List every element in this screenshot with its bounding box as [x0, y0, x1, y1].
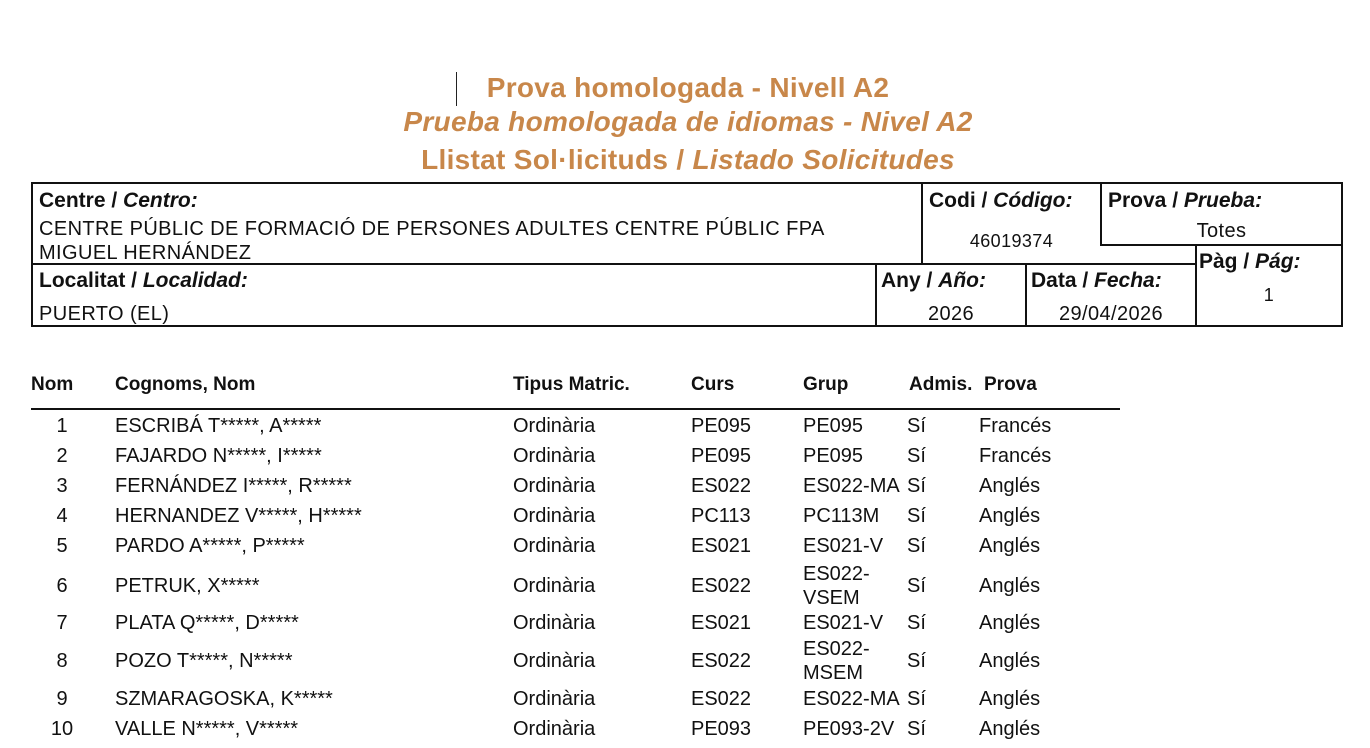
codi-label-es: Código:	[993, 189, 1073, 212]
table-row	[0, 687, 1370, 717]
cell-grup: PE095	[803, 415, 864, 437]
cell-nom: 10	[50, 718, 74, 740]
col-header-cognoms: Cognoms, Nom	[115, 374, 256, 395]
cell-curs: ES022	[691, 575, 752, 597]
cell-tipus: Ordinària	[513, 575, 596, 597]
cell-prova: Anglés	[979, 505, 1041, 527]
cell-grup: ES022-MA	[803, 475, 900, 497]
pag-label-ca: Pàg /	[1199, 250, 1256, 273]
cell-admis: Sí	[907, 575, 926, 597]
localitat-label-ca: Localitat /	[39, 269, 143, 292]
title-ca: Prova homologada - Nivell A2	[486, 72, 890, 103]
cell-grup: ES022-MA	[803, 688, 900, 710]
title-listado-es: Listado Solicitudes	[692, 144, 955, 175]
cell-curs: ES022	[691, 475, 752, 497]
cell-grup: VSEM	[803, 587, 860, 609]
cell-prova: Anglés	[979, 612, 1041, 634]
cell-cognoms: HERNANDEZ V*****, H*****	[115, 505, 362, 527]
localitat-value: PUERTO (EL)	[39, 303, 170, 325]
header-divider-v1	[921, 184, 923, 264]
cell-tipus: Ordinària	[513, 535, 596, 557]
cell-curs: PE095	[691, 415, 752, 437]
cell-grup: PC113M	[803, 505, 880, 527]
cell-admis: Sí	[907, 505, 926, 527]
data-value: 29/04/2026	[1058, 303, 1164, 325]
cell-cognoms: VALLE N*****, V*****	[115, 718, 299, 740]
table-row	[0, 414, 1370, 444]
any-label-ca: Any /	[881, 269, 939, 292]
pag-label	[1199, 250, 1301, 274]
centre-label	[39, 189, 198, 213]
prova-value: Totes	[1196, 220, 1247, 242]
cell-tipus: Ordinària	[513, 612, 596, 634]
cell-cognoms: PARDO A*****, P*****	[115, 535, 305, 557]
pag-value: 1	[1263, 285, 1275, 305]
title-listado	[0, 144, 1370, 176]
table-row	[0, 534, 1370, 564]
cell-grup: PE095	[803, 445, 864, 467]
title-es	[0, 106, 1370, 138]
pag-label-es: Pág:	[1255, 250, 1301, 273]
cell-tipus: Ordinària	[513, 650, 596, 672]
cell-prova: Anglés	[979, 688, 1041, 710]
cell-prova: Anglés	[979, 718, 1041, 740]
cell-admis: Sí	[907, 475, 926, 497]
cell-cognoms: ESCRIBÁ T*****, A*****	[115, 415, 322, 437]
cell-cognoms: FAJARDO N*****, I*****	[115, 445, 322, 467]
cell-grup: PE093-2V	[803, 718, 895, 740]
table-row	[0, 637, 1370, 687]
cell-tipus: Ordinària	[513, 718, 596, 740]
codi-label	[929, 189, 1072, 213]
cell-nom: 5	[56, 535, 68, 557]
cell-curs: PE093	[691, 718, 752, 740]
title-listado-ca: Llistat Sol·licituds /	[421, 144, 693, 175]
header-underline	[31, 408, 1120, 410]
cell-nom: 6	[56, 575, 68, 597]
cell-admis: Sí	[907, 688, 926, 710]
col-header-admis: Admis.	[909, 374, 973, 395]
cell-grup: ES022-	[803, 638, 870, 660]
cell-admis: Sí	[907, 415, 926, 437]
cell-tipus: Ordinària	[513, 475, 596, 497]
cell-tipus: Ordinària	[513, 688, 596, 710]
cell-nom: 1	[56, 415, 68, 437]
cell-curs: ES022	[691, 688, 752, 710]
prova-label	[1108, 189, 1262, 213]
cell-admis: Sí	[907, 650, 926, 672]
cell-tipus: Ordinària	[513, 505, 596, 527]
cell-cognoms: POZO T*****, N*****	[115, 650, 293, 672]
prova-label-es: Prueba:	[1183, 189, 1263, 212]
data-label	[1031, 269, 1162, 293]
cell-nom: 3	[56, 475, 68, 497]
cell-cognoms: PLATA Q*****, D*****	[115, 612, 299, 634]
data-label-es: Fecha:	[1094, 269, 1162, 292]
cell-tipus: Ordinària	[513, 445, 596, 467]
any-label-es: Año:	[938, 269, 987, 292]
col-header-grup: Grup	[803, 374, 849, 395]
table-row	[0, 444, 1370, 474]
table-row	[0, 562, 1370, 612]
cell-nom: 8	[56, 650, 68, 672]
any-label	[881, 269, 986, 293]
col-header-tipus: Tipus Matric.	[513, 374, 630, 395]
localitat-label-es: Localidad:	[142, 269, 248, 292]
cell-cognoms: FERNÁNDEZ I*****, R*****	[115, 475, 352, 497]
cell-prova: Anglés	[979, 650, 1041, 672]
codi-value: 46019374	[969, 231, 1054, 251]
table-row	[0, 474, 1370, 504]
cell-grup: ES022-	[803, 563, 870, 585]
codi-label-ca: Codi /	[929, 189, 994, 212]
localitat-label	[39, 269, 248, 293]
cell-nom: 7	[56, 612, 68, 634]
cell-nom: 2	[56, 445, 68, 467]
cell-admis: Sí	[907, 612, 926, 634]
cell-tipus: Ordinària	[513, 415, 596, 437]
col-header-nom: Nom	[31, 374, 74, 395]
cell-grup: ES021-V	[803, 612, 884, 634]
cell-admis: Sí	[907, 535, 926, 557]
cell-prova: Anglés	[979, 535, 1041, 557]
cell-nom: 9	[56, 688, 68, 710]
centre-label-ca: Centre /	[39, 189, 124, 212]
table-row	[0, 504, 1370, 534]
centre-label-es: Centro:	[123, 189, 198, 212]
prova-label-ca: Prova /	[1108, 189, 1184, 212]
cell-prova: Anglés	[979, 575, 1041, 597]
title-es-text: Prueba homologada de idiomas - Nivel A2	[403, 106, 973, 137]
any-value: 2026	[927, 303, 975, 325]
cell-grup: ES021-V	[803, 535, 884, 557]
col-header-curs: Curs	[691, 374, 735, 395]
cell-curs: ES022	[691, 650, 752, 672]
cell-curs: ES021	[691, 535, 752, 557]
cell-prova: Francés	[979, 415, 1052, 437]
cell-admis: Sí	[907, 718, 926, 740]
col-header-prova: Prova	[984, 374, 1037, 395]
cell-prova: Anglés	[979, 475, 1041, 497]
centre-value-line2: MIGUEL HERNÁNDEZ	[39, 242, 252, 264]
header-divider-prova	[1100, 244, 1341, 246]
centre-value-line1: CENTRE PÚBLIC DE FORMACIÓ DE PERSONES ADULTES CENTRE PÚBLIC FPA	[39, 218, 825, 240]
cell-nom: 4	[56, 505, 68, 527]
cell-grup: MSEM	[803, 662, 863, 684]
table-row	[0, 717, 1370, 747]
cell-curs: ES021	[691, 612, 752, 634]
cell-cognoms: PETRUK, X*****	[115, 575, 260, 597]
cell-curs: PE095	[691, 445, 752, 467]
cell-prova: Francés	[979, 445, 1052, 467]
cell-cognoms: SZMARAGOSKA, K*****	[115, 688, 333, 710]
header-box	[31, 182, 1343, 327]
data-label-ca: Data /	[1031, 269, 1095, 292]
cell-curs: PC113	[691, 505, 751, 527]
cell-admis: Sí	[907, 445, 926, 467]
